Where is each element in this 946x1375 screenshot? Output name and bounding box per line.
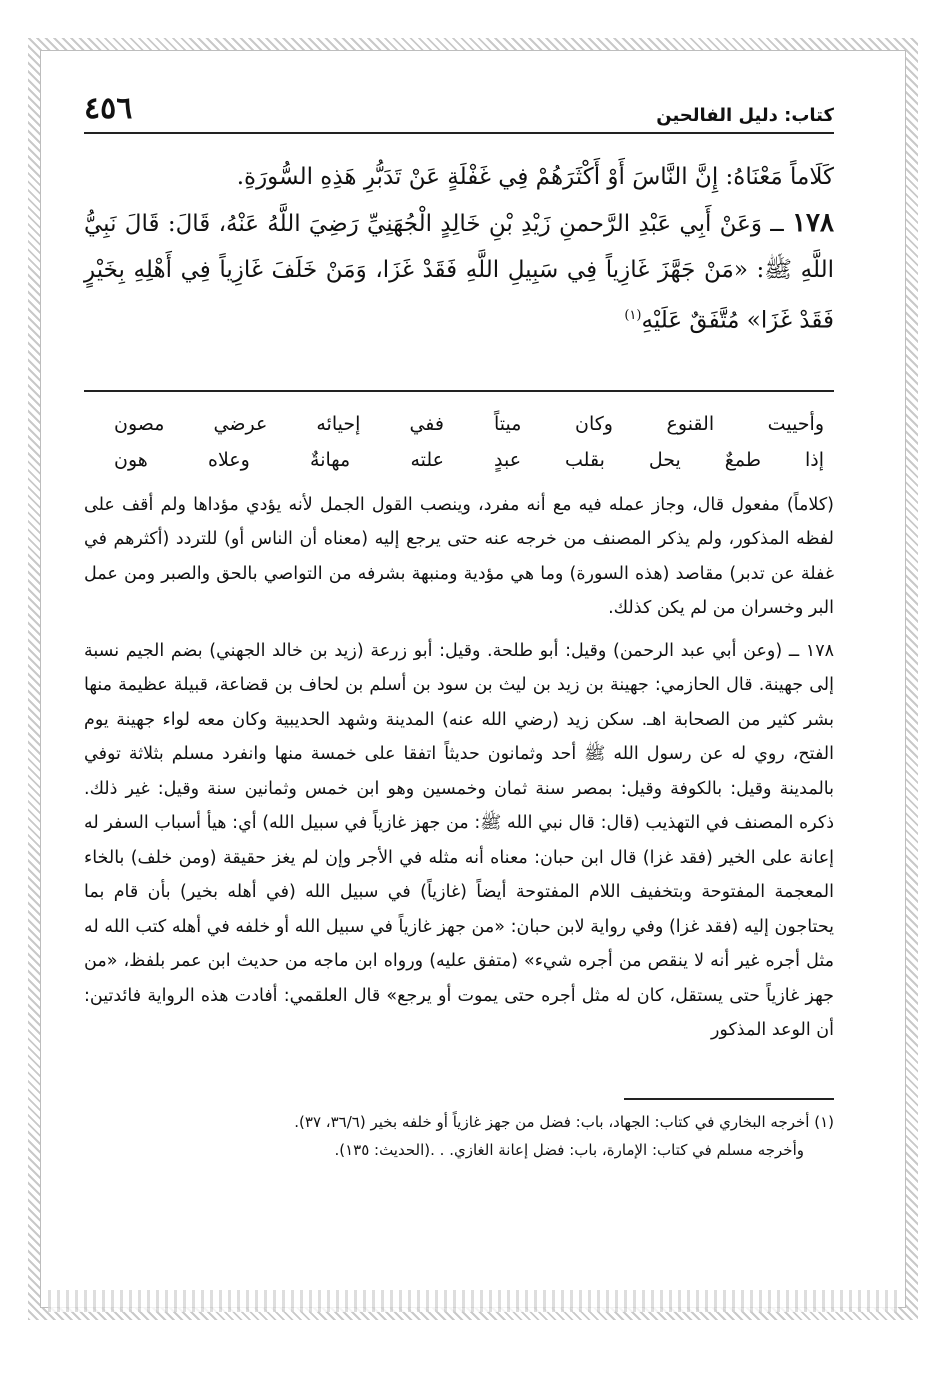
footnote-rule xyxy=(624,1098,834,1100)
poem-verse xyxy=(84,406,834,442)
intro-line: كَلَاماً مَعْنَاهُ: إِنَّ النَّاسَ أَوْ أَكْثَرَهُمْ فِي غَفْلَةٍ عَنْ تَدَبُّرِ هَذِهِ السُّورَةِ. xyxy=(236,164,834,190)
footnotes xyxy=(84,1108,834,1164)
commentary-paragraph: (كلاماً) مفعول قال، وجاز عمله فيه مع أنه مفرد، وينصب القول الجمل لأنه يؤدي مؤداها ولم أقف على لفظه المذكور، ولم يذكر المصنف من خرجه عنه حتى يرجع إليه (معناه أن الناس أو) للتردد (أكثرهم في غفلة عن تدبر) مقاصد (هذه السورة) وما هي مؤدية ومنبهة بشرفه من التواصي بالحق والصبر ومن عمل البر وخسران من لم يكن كذلك. xyxy=(84,494,834,619)
page-content xyxy=(84,90,834,1164)
page-header xyxy=(84,90,834,134)
footnote-marker: (١) xyxy=(624,308,642,323)
commentary-block xyxy=(84,488,834,1048)
poem-block xyxy=(84,406,834,478)
hadith-number: ١٧٨ xyxy=(792,208,834,238)
book-title: كتاب: دليل الفالحين xyxy=(656,105,834,126)
footnote-line: (١) أخرجه البخاري في كتاب: الجهاد، باب: فضل من جهز غازياً أو خلفه بخير (٣٦/٦، ٣٧). xyxy=(294,1112,834,1131)
bottom-ornament xyxy=(48,1290,898,1312)
poem-verse xyxy=(84,442,834,478)
footnote-line: وأخرجه مسلم في كتاب: الإمارة، باب: فضل إعانة الغازي. . .(الحديث: ١٣٥). xyxy=(334,1140,804,1159)
poem-hemistich: ففي إحيائه عرضي مصون xyxy=(114,412,444,435)
hadith-text: ــ وَعَنْ أَبِي عَبْدِ الرَّحمنِ زَيْدِ بْنِ خَالِدٍ الْجُهَنِيِّ رَضِيَ اللَّهُ عَنْهُ، قَالَ: قَالَ نَبِيُّ اللَّهِ ﷺ: «مَنْ جَهَّزَ غَازِياً فِي سَبِيلِ اللَّهِ فَقَدْ غَزَا، وَمَنْ خَلَفَ غَازِياً فِي أَهْلِهِ بِخَيْرٍ فَقَدْ غَزَا» مُتَّفَقٌ عَلَيْهِ xyxy=(84,211,834,334)
poem-hemistich: وأحييت القنوع وكان ميتاً xyxy=(494,412,824,435)
section-divider xyxy=(84,390,834,392)
poem-hemistich: علته مهانةٌ وعلاه هون xyxy=(114,448,444,471)
hadith-text-block xyxy=(84,154,834,344)
commentary-paragraph: ١٧٨ ــ (وعن أبي عبد الرحمن) وقيل: أبو طلحة. وقيل: أبو زرعة (زيد بن خالد الجهني) بضم الجيم نسبة إلى جهينة. قال الحازمي: جهينة بن زيد بن ليث بن سود بن أسلم بن لحاف بن قضاعة، قبيلة عظيمة منها بشر كثير من الصحابة اهـ. سكن زيد (رضي الله عنه) المدينة وشهد الحديبية وكان معه لواء جهينة يوم الفتح، روي له عن رسول الله ﷺ أحد وثمانون حديثاً اتفقا على خمسة منها وانفرد مسلم بثلاثة توفي بالمدينة وقيل: بالكوفة وقيل: بمصر سنة ثمان وخمسين وهو ابن خمس وثمانين سنة وقيل: غير ذلك. ذكره المصنف في التهذيب (قال: قال نبي الله ﷺ: من جهز غازياً في سبيل الله) أي: هيأ أسباب السفر له إعانة على الخير (فقد غزا) قال ابن حبان: معناه أنه مثله في الأجر وإن لم يغز حقيقة (ومن خلف) بالخاء المعجمة المفتوحة وبتخفيف اللام المفتوحة أيضاً (غازياً) في سبيل الله (في أهله بخير) بأن قام بما يحتاجون إليه (فقد غزا) وفي رواية لابن حبان: «من جهز غازياً في سبيل الله أو خلفه في أهله كتب الله له مثل أجره غير أنه لا ينقص من أجره شيء» (متفق عليه) ورواه ابن ماجه من حديث ابن عمر بلفظ، «من جهز غازياً حتى يستقل، كان له مثل أجره حتى يموت أو يرجع» قال العلقمي: أفادت هذه الرواية فائدتين: أن الوعد المذكور xyxy=(84,640,834,1041)
page-number: ٤٥٦ xyxy=(84,91,133,126)
poem-hemistich: إذا طمعٌ يحل بقلب عبدٍ xyxy=(494,448,824,471)
hadith-paragraph xyxy=(84,200,834,344)
